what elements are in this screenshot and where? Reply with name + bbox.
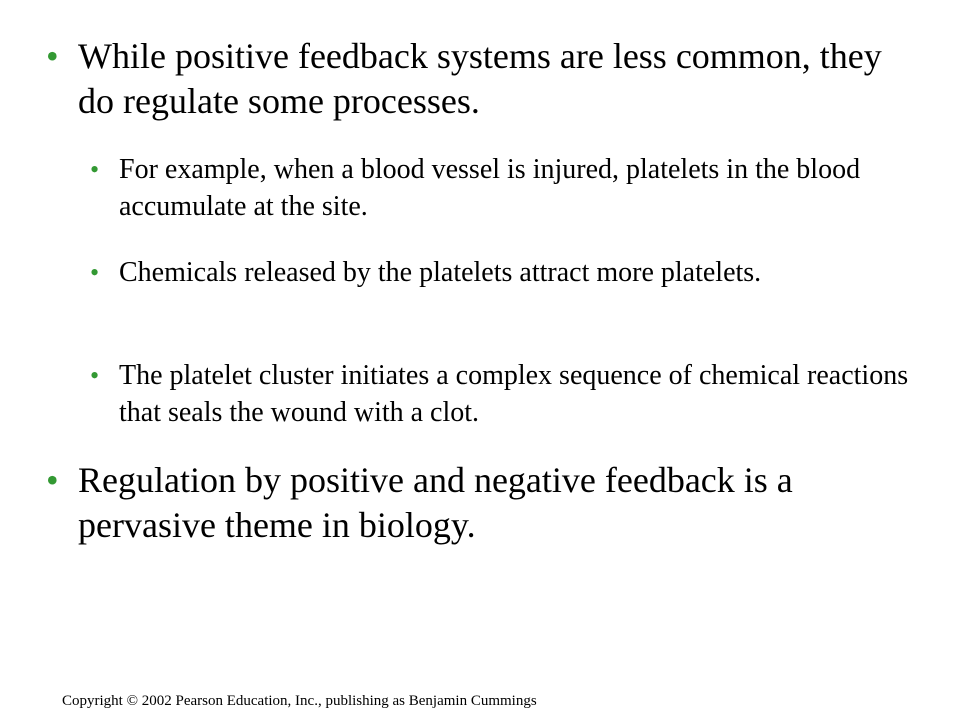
- sub-bullet-text: For example, when a blood vessel is injured, platelets in the blood accumulate at the site.: [119, 154, 861, 222]
- copyright-notice: Copyright © 2002 Pearson Education, Inc., publishing as Benjamin Cummings: [62, 693, 537, 709]
- bullet-dot: •: [46, 460, 59, 500]
- bullet-item: [46, 458, 926, 548]
- sub-bullet-item: [90, 254, 910, 291]
- sub-bullet-text: Chemicals released by the platelets attract more platelets.: [119, 257, 762, 288]
- sub-bullet-dot: •: [90, 155, 100, 184]
- sub-bullet-dot: •: [90, 258, 100, 287]
- sub-bullet-text: The platelet cluster initiates a complex sequence of chemical reactions that seals the wound with a clot.: [119, 360, 909, 428]
- bullet-text: Regulation by positive and negative feedback is a pervasive theme in biology.: [78, 460, 793, 545]
- bullet-text: While positive feedback systems are less common, they do regulate some processes.: [78, 36, 882, 121]
- sub-bullet-dot: •: [90, 361, 100, 390]
- sub-bullet-item: [90, 151, 910, 225]
- bullet-dot: •: [46, 36, 59, 76]
- bullet-item: [46, 34, 926, 124]
- sub-bullet-item: [90, 357, 910, 431]
